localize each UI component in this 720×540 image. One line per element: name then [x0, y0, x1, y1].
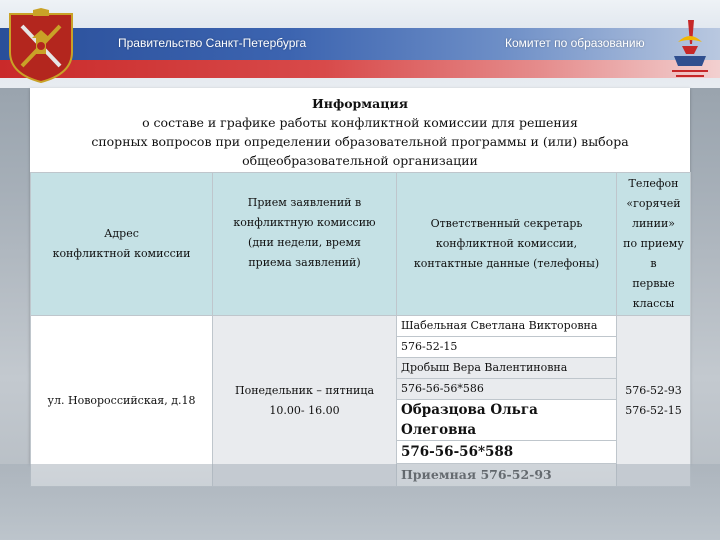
background-waterfront — [0, 464, 720, 540]
hotline-cell — [617, 316, 691, 487]
secretary-phone: 576-56-56*588 — [397, 441, 617, 464]
secretary-name: Дробыш Вера Валентиновна — [397, 358, 617, 379]
document-subtitle-line: спорных вопросов при определении образовательной программы и (или) выбора — [91, 134, 629, 149]
column-header-hotline: Телефон «горячей линии» по приему в первые классы — [617, 173, 691, 316]
spb-coat-of-arms-icon — [6, 8, 76, 84]
commission-table — [30, 172, 691, 487]
secretary-name: Шабельная Светлана Викторовна — [397, 316, 617, 337]
committee-logo-icon — [668, 16, 712, 82]
schedule-time: 10.00- 16.00 — [269, 404, 340, 417]
secretary-name: Образцова Ольга Олеговна — [397, 400, 617, 441]
document-heading — [30, 94, 690, 170]
document-panel — [30, 88, 690, 464]
column-header-secretary: Ответственный секретарь конфликтной комиссии, контактные данные (телефоны) — [397, 173, 617, 316]
address-cell: ул. Новороссийская, д.18 — [31, 316, 213, 487]
document-title: Информация — [311, 96, 408, 111]
table-row — [31, 316, 691, 337]
committee-label: Комитет по образованию — [505, 36, 645, 50]
secretary-phone: 576-52-15 — [397, 337, 617, 358]
document-subtitle-line: о составе и графике работы конфликтной комиссии для решения — [142, 115, 578, 130]
header-banner — [0, 0, 720, 88]
column-header-address: Адрес конфликтной комиссии — [31, 173, 213, 316]
government-label: Правительство Санкт-Петербурга — [118, 36, 307, 50]
schedule-cell — [213, 316, 397, 487]
hotline-phone: 576-52-15 — [625, 404, 682, 417]
table-header-row — [31, 173, 691, 316]
document-subtitle-line: общеобразовательной организации — [242, 153, 478, 168]
hotline-phone: 576-52-93 — [625, 384, 682, 397]
column-header-schedule: Прием заявлений в конфликтную комиссию (дни недели, время приема заявлений) — [213, 173, 397, 316]
secretary-phone: 576-56-56*586 — [397, 379, 617, 400]
schedule-days: Понедельник – пятница — [235, 384, 374, 397]
flag-stripe-red — [0, 60, 720, 78]
